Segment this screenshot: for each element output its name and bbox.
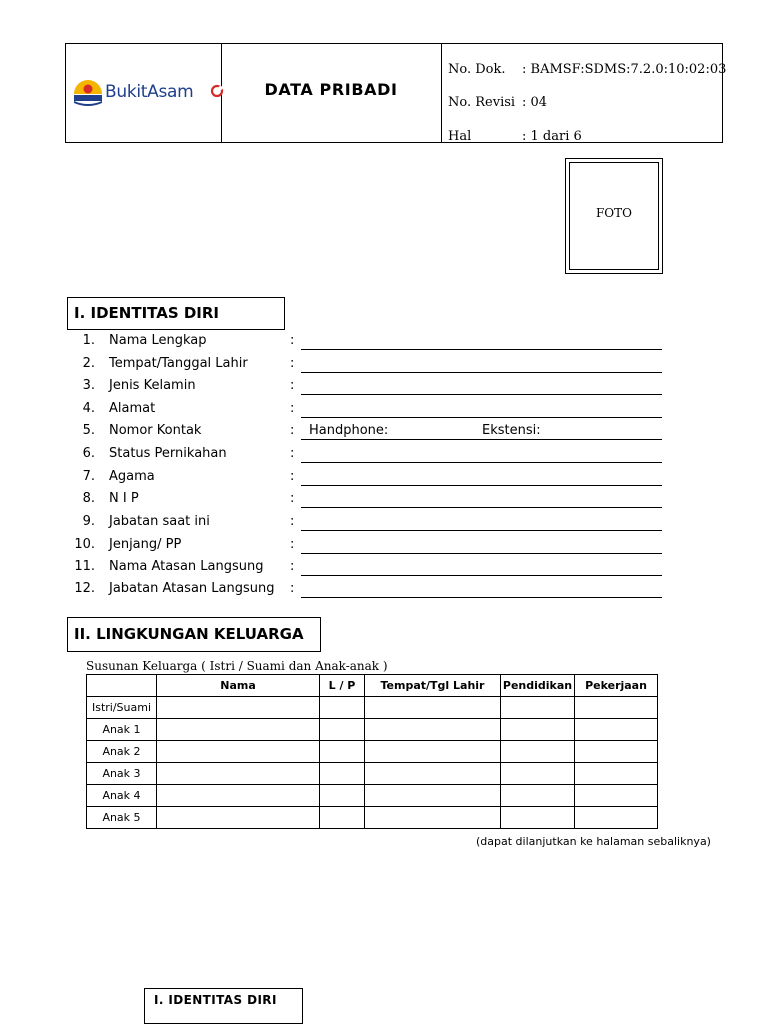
table-cell[interactable] xyxy=(501,697,575,719)
meta-key: No. Dok. xyxy=(448,62,506,77)
field-label: Nama Atasan Langsung xyxy=(109,559,264,574)
table-cell[interactable] xyxy=(501,807,575,829)
table-cell[interactable] xyxy=(575,763,658,785)
table-cell[interactable] xyxy=(365,763,501,785)
field-input-line[interactable] xyxy=(301,417,662,418)
photo-label: FOTO xyxy=(595,206,632,220)
table-cell[interactable] xyxy=(365,697,501,719)
field-label: Tempat/Tanggal Lahir xyxy=(109,356,248,371)
table-row xyxy=(87,785,658,807)
field-colon: : xyxy=(290,537,295,552)
bukit-asam-emblem-icon xyxy=(72,78,104,106)
field-colon: : xyxy=(290,401,295,416)
table-cell[interactable] xyxy=(365,785,501,807)
field-colon: : xyxy=(290,333,295,348)
field-number: 3. xyxy=(82,378,95,393)
meta-value: : 1 dari 6 xyxy=(522,129,582,144)
row-label: Anak 5 xyxy=(87,807,157,829)
column-header: Pekerjaan xyxy=(575,675,658,697)
field-number: 5. xyxy=(82,423,95,438)
table-cell[interactable] xyxy=(157,807,320,829)
table-cell[interactable] xyxy=(157,741,320,763)
field-label: Jenjang/ PP xyxy=(109,537,182,552)
table-cell[interactable] xyxy=(365,807,501,829)
table-row xyxy=(87,719,658,741)
table-cell[interactable] xyxy=(320,785,365,807)
field-input-line[interactable] xyxy=(301,462,662,463)
column-header: Nama xyxy=(157,675,320,697)
identity-field-row xyxy=(60,378,670,400)
identity-field-row xyxy=(60,559,670,581)
field-colon: : xyxy=(290,356,295,371)
table-row xyxy=(87,763,658,785)
row-label: Anak 3 xyxy=(87,763,157,785)
continuation-note: (dapat dilanjutkan ke halaman sebaliknya) xyxy=(476,835,711,848)
field-input-line[interactable] xyxy=(301,575,662,576)
company-name: BukitAsam xyxy=(105,82,194,102)
field-label: Agama xyxy=(109,469,155,484)
field-label: Nomor Kontak xyxy=(109,423,202,438)
field-colon: : xyxy=(290,514,295,529)
field-colon: : xyxy=(290,559,295,574)
table-cell[interactable] xyxy=(575,807,658,829)
table-cell[interactable] xyxy=(157,763,320,785)
photo-frame xyxy=(569,162,659,270)
identity-field-row xyxy=(60,423,670,445)
table-cell[interactable] xyxy=(501,719,575,741)
extension-label: Ekstensi: xyxy=(482,423,541,438)
field-label: N I P xyxy=(109,491,139,506)
table-row xyxy=(87,807,658,829)
row-label: Istri/Suami xyxy=(87,697,157,719)
table-header-row xyxy=(87,675,658,697)
field-number: 7. xyxy=(82,469,95,484)
meta-value: : 04 xyxy=(522,95,548,110)
logo-cell xyxy=(66,44,222,142)
table-cell[interactable] xyxy=(501,741,575,763)
row-label: Anak 1 xyxy=(87,719,157,741)
company-logo xyxy=(72,78,222,108)
table-cell[interactable] xyxy=(157,719,320,741)
field-input-line[interactable] xyxy=(301,394,662,395)
meta-key: Hal xyxy=(448,129,472,144)
section-lingkungan-keluarga: II. LINGKUNGAN KELUARGA xyxy=(67,617,321,652)
field-number: 10. xyxy=(74,537,95,552)
identity-field-row xyxy=(60,491,670,513)
table-cell[interactable] xyxy=(365,741,501,763)
row-label: Anak 4 xyxy=(87,785,157,807)
field-number: 4. xyxy=(82,401,95,416)
table-cell[interactable] xyxy=(575,697,658,719)
field-label: Jabatan saat ini xyxy=(109,514,210,529)
table-cell[interactable] xyxy=(575,785,658,807)
field-number: 11. xyxy=(74,559,95,574)
row-label: Anak 2 xyxy=(87,741,157,763)
handphone-label: Handphone: xyxy=(309,423,389,438)
column-header: L / P xyxy=(320,675,365,697)
document-title: DATA PRIBADI xyxy=(264,80,398,99)
field-label: Jenis Kelamin xyxy=(109,378,196,393)
identity-field-row xyxy=(60,356,670,378)
field-input-line[interactable] xyxy=(301,349,662,350)
table-cell[interactable] xyxy=(320,697,365,719)
family-table xyxy=(86,674,658,829)
column-header xyxy=(87,675,157,697)
document-header xyxy=(65,43,727,144)
meta-value: : BAMSF:SDMS:7.2.0:10:02:03 xyxy=(522,62,727,77)
identity-field-row xyxy=(60,446,670,468)
table-cell[interactable] xyxy=(320,719,365,741)
table-cell[interactable] xyxy=(501,785,575,807)
meta-key: No. Revisi xyxy=(448,95,516,110)
field-label: Alamat xyxy=(109,401,156,416)
field-number: 12. xyxy=(74,581,95,596)
field-input-line[interactable] xyxy=(301,530,662,531)
family-caption: Susunan Keluarga ( Istri / Suami dan Anak-anak ) xyxy=(86,659,388,673)
field-input-line[interactable] xyxy=(301,372,662,373)
field-colon: : xyxy=(290,378,295,393)
field-input-line[interactable] xyxy=(301,553,662,554)
field-colon: : xyxy=(290,446,295,461)
table-cell[interactable] xyxy=(157,697,320,719)
field-input-line[interactable] xyxy=(301,507,662,508)
field-number: 6. xyxy=(82,446,95,461)
field-number: 8. xyxy=(82,491,95,506)
identity-field-row xyxy=(60,469,670,491)
section-identitas-diri-repeat: I. IDENTITAS DIRI xyxy=(144,988,303,1024)
table-cell[interactable] xyxy=(320,741,365,763)
identity-field-row xyxy=(60,537,670,559)
field-colon: : xyxy=(290,469,295,484)
table-cell[interactable] xyxy=(320,807,365,829)
title-cell xyxy=(221,44,442,142)
table-row xyxy=(87,741,658,763)
table-cell[interactable] xyxy=(365,719,501,741)
identity-field-row xyxy=(60,514,670,536)
field-input-line[interactable] xyxy=(301,485,662,486)
field-label: Nama Lengkap xyxy=(109,333,207,348)
field-colon: : xyxy=(290,491,295,506)
field-input-line[interactable] xyxy=(301,597,662,598)
field-colon: : xyxy=(290,423,295,438)
table-cell[interactable] xyxy=(501,763,575,785)
table-row xyxy=(87,697,658,719)
column-header: Pendidikan xyxy=(501,675,575,697)
photo-box xyxy=(565,158,663,274)
field-colon: : xyxy=(290,581,295,596)
identity-field-row xyxy=(60,333,670,355)
field-number: 1. xyxy=(82,333,95,348)
field-label: Status Pernikahan xyxy=(109,446,227,461)
table-cell[interactable] xyxy=(320,763,365,785)
identity-field-row xyxy=(60,401,670,423)
field-number: 9. xyxy=(82,514,95,529)
field-input-line[interactable] xyxy=(301,439,662,440)
section-identitas-diri: I. IDENTITAS DIRI xyxy=(67,297,285,330)
field-number: 2. xyxy=(82,356,95,371)
column-header: Tempat/Tgl Lahir xyxy=(365,675,501,697)
identity-field-row xyxy=(60,581,670,603)
field-label: Jabatan Atasan Langsung xyxy=(109,581,275,596)
table-cell[interactable] xyxy=(575,741,658,763)
table-cell[interactable] xyxy=(575,719,658,741)
table-cell[interactable] xyxy=(157,785,320,807)
